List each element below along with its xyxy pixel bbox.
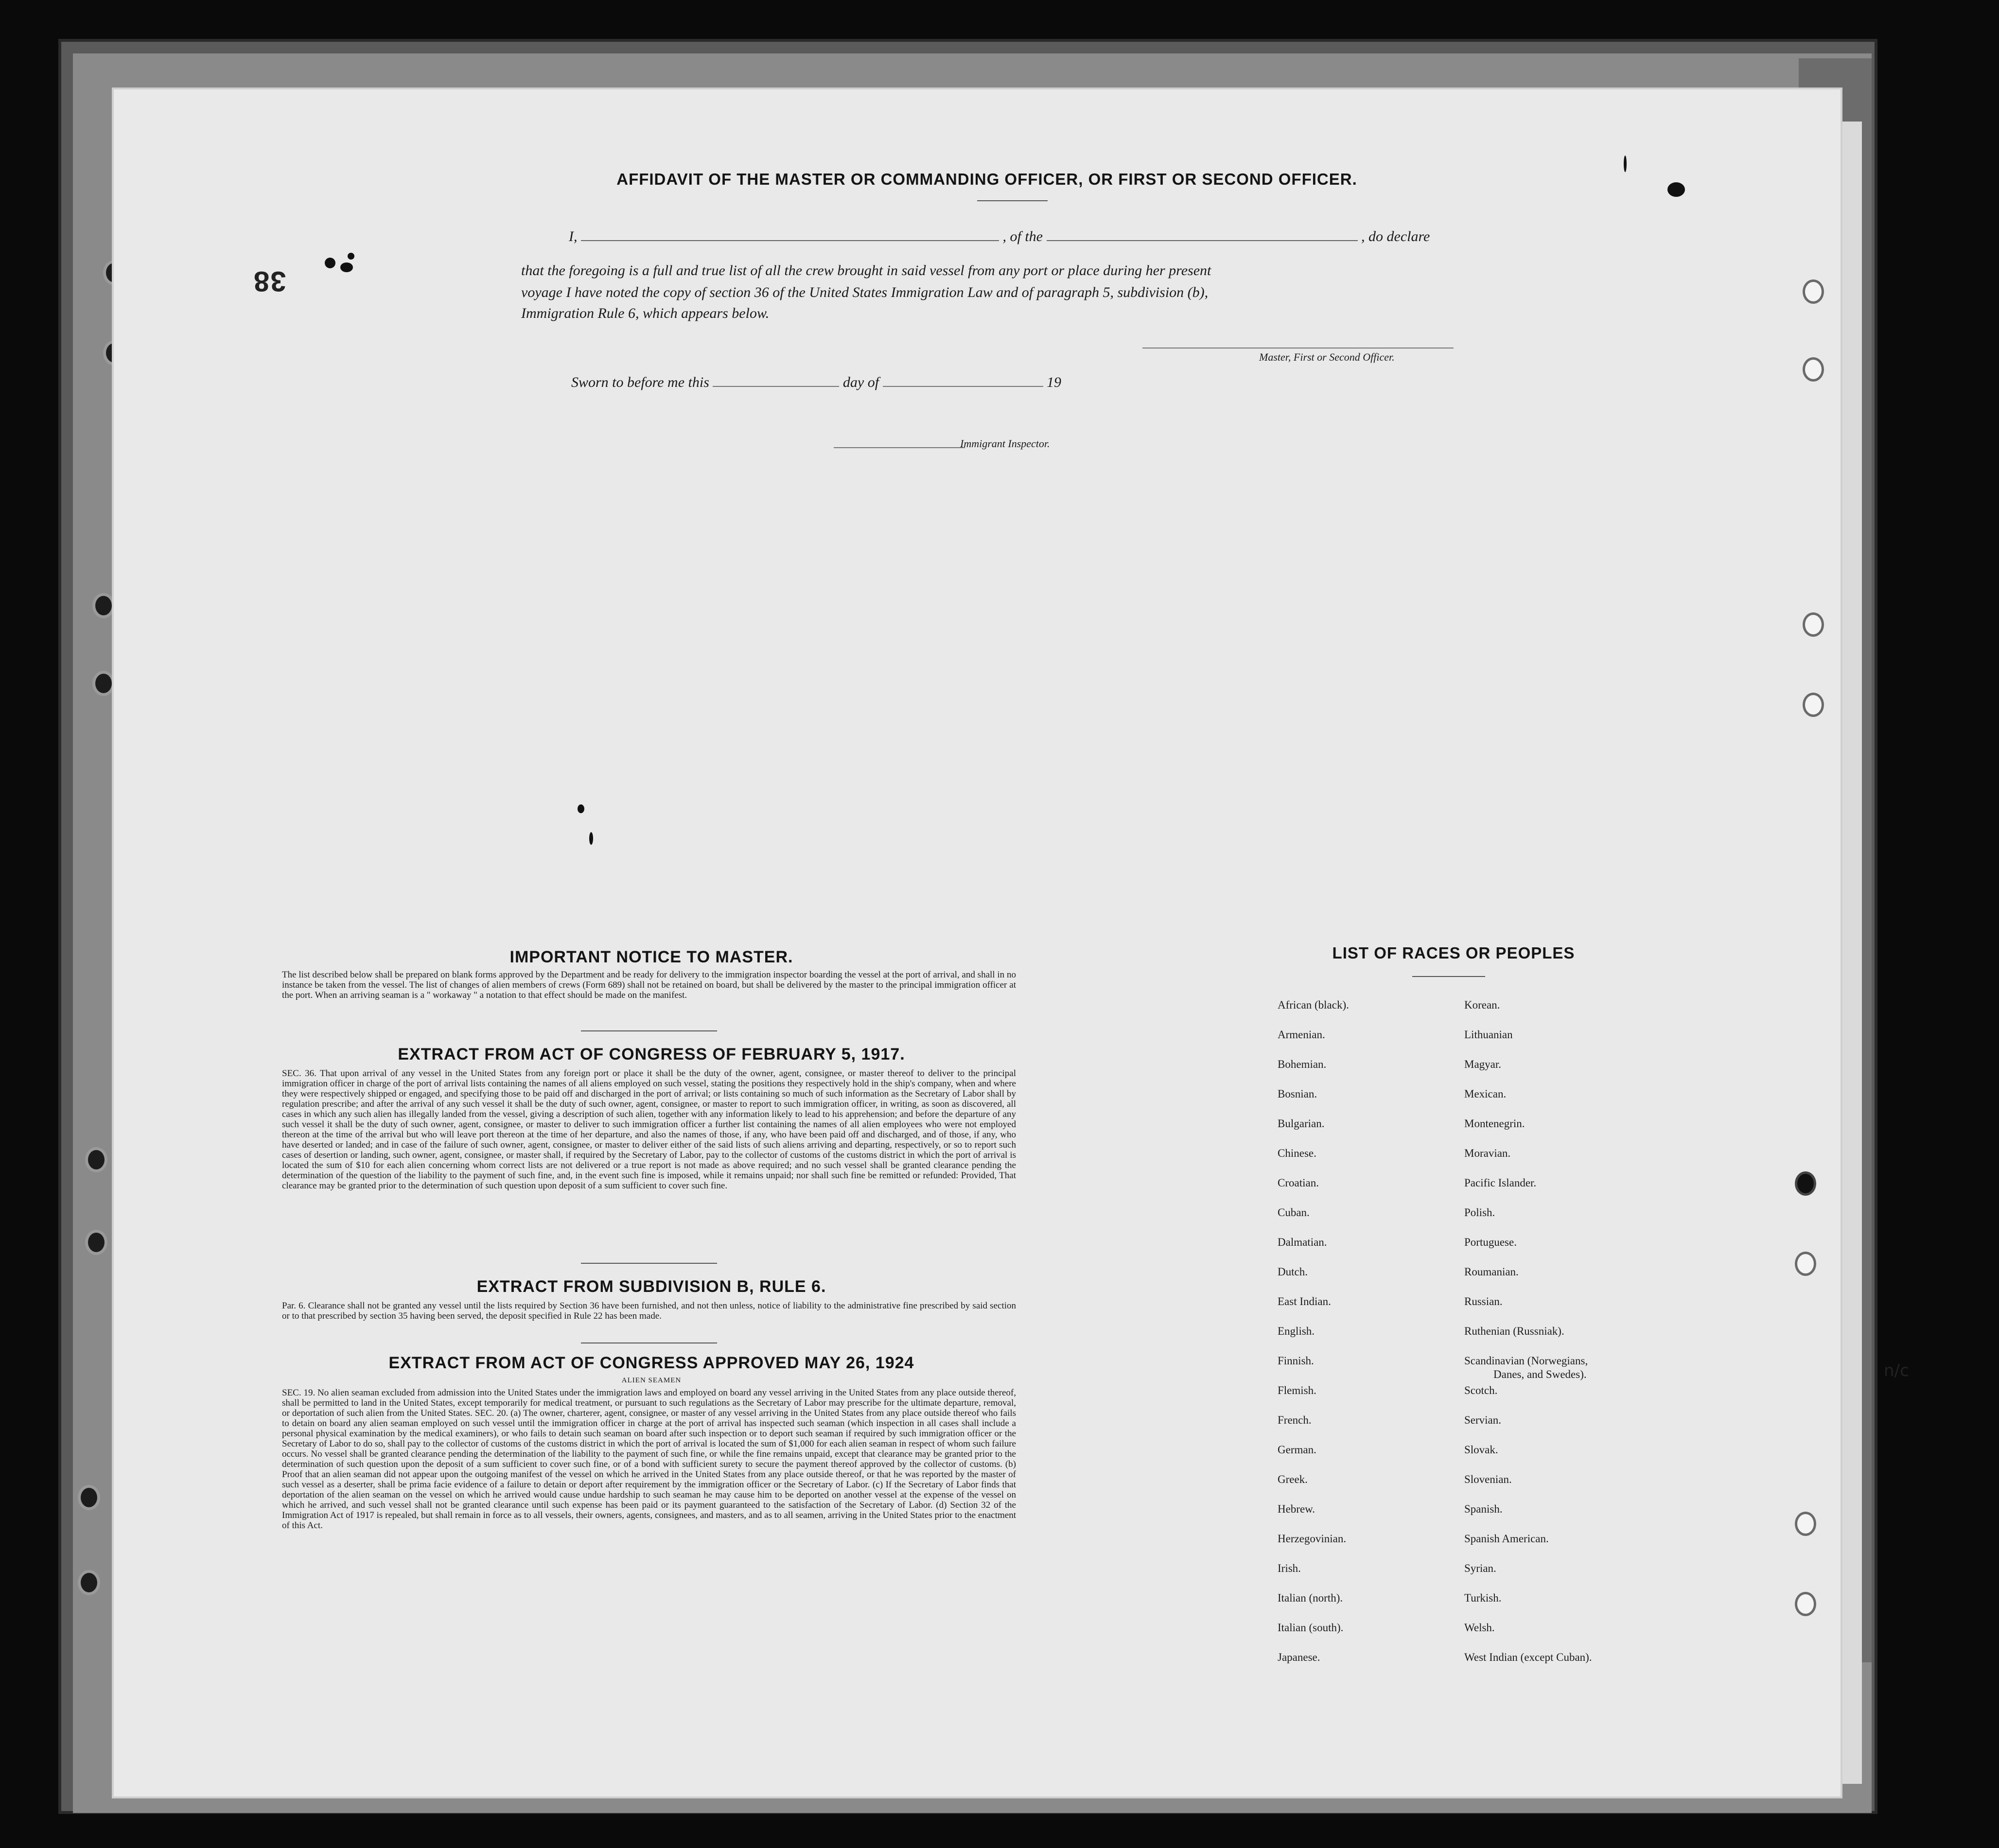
- extract-rule6-title: EXTRACT FROM SUBDIVISION B, RULE 6.: [476, 1277, 826, 1296]
- extract-1924-body: SEC. 19. No alien seaman excluded from admission into the United States under the immigration laws and employed on board any vessel arriving in the United States from any place outside thereof, shall be permitted to land in the United States, except temporarily for medical treatment, or pursuant to such regulations as the Secretary of Labor may prescribe for the ultimate departure, removal, or deportation of such alien from the United States. SEC. 20. (a) The owner, charterer, agent, consignee, or master of any vessel arriving in the United States from any place outside thereof who fails to detain on board any alien seaman employed on such vessel until the immigration officer in charge at the port of arrival has inspected such seaman (which inspection in all cases shall include a personal physical examination by the medical examiners), or who fails to detain such seaman on board after such inspection or to deport such seaman if required by such immigration officer or the Secretary of Labor to do so, shall pay to the collector of customs of the customs district in which the port of arrival is located the sum of $1,000 for each alien seaman in respect of whom such failure occurs. No vessel shall be granted clearance pending the determination of the liability to the payment of such fine, or while the fine remains unpaid, except that clearance may be granted prior to the determination of such question upon the deposit of a sum sufficient to cover such fine, or of a bond with sufficient surety to secure the payment thereof approved by the collector of customs. (b) Proof that an alien seaman did not appear upon the outgoing manifest of the vessel on which he arrived in the United States from any place outside thereof, or that he was reported by the master of such vessel as a deserter, shall be prima facie evidence of a failure to detain or deport after requirement by the immigration officer or the Secretary of Labor. (c) If the Secretary of Labor finds that deportation of the alien seaman on the vessel on which he arrived would cause undue hardship to such seaman he may cause him to be deported on another vessel at the expense of the vessel on which he arrived, and such vessel shall not be granted clearance until such expense has been paid or its payment guaranteed to the satisfaction of the Secretary of Labor. (d) Section 32 of the Immigration Act of 1917 is repealed, but shall remain in force as to all vessels, their owners, agents, consignees, and masters, and as to all seamen, arriving in the United States prior to the enactment of this Act.: [282, 1388, 1016, 1531]
- right-item: Turkish.: [1464, 1592, 1502, 1604]
- extract-rule6-divider: [581, 1342, 717, 1343]
- left-item: Greek.: [1278, 1473, 1308, 1485]
- binder-hole-icon: [78, 1485, 100, 1510]
- right-item: Spanish American.: [1464, 1533, 1549, 1545]
- vessel-name-blank[interactable]: [1047, 230, 1358, 241]
- right-item: Slovak.: [1464, 1444, 1498, 1456]
- right-item: Spanish.: [1464, 1503, 1503, 1515]
- inspector-label: Immigrant Inspector.: [960, 437, 1050, 450]
- notice-body: The list described below shall be prepared on blank forms approved by the Department and be ready for delivery to the immigration inspector boarding the vessel at the port of arrival, and shall in no instance be taken from the vessel. The list of changes of alien members of crews (Form 689) shall not be retained on board, but shall be delivered by the master to the principal immigration officer at the port. When an arriving seaman is a " workaway " a notation to that effect should be made on the manifest.: [282, 970, 1016, 1000]
- left-item: Italian (north).: [1278, 1592, 1343, 1604]
- left-item: Dutch.: [1278, 1266, 1308, 1278]
- extract-rule6-body: Par. 6. Clearance shall not be granted any vessel until the lists required by Section 36 have been furnished, and not then unless, notice of liability to the administrative fine prescribed by said section or to that prescribed by section 35 having been served, the deposit specified in Rule 22 has been made.: [282, 1301, 1016, 1321]
- punched-hole-icon: [1803, 357, 1824, 382]
- extract-1917-title: EXTRACT FROM ACT OF CONGRESS OF FEBRUARY 5, 1917.: [398, 1045, 905, 1063]
- year-label: 19: [1047, 374, 1062, 390]
- punched-hole-icon: [1803, 279, 1824, 304]
- left-item: Hebrew.: [1278, 1503, 1315, 1515]
- stamped-number: 38: [253, 265, 286, 297]
- ink-blot: [1667, 182, 1685, 197]
- left-item: Bulgarian.: [1278, 1117, 1325, 1130]
- left-item: Italian (south).: [1278, 1621, 1344, 1634]
- affidavit-title: AFFIDAVIT OF THE MASTER OR COMMANDING OFFICER, OR FIRST OR SECOND OFFICER.: [616, 170, 1357, 188]
- left-item: French.: [1278, 1414, 1312, 1426]
- left-item: African (black).: [1278, 999, 1349, 1011]
- left-item: Herzegovinian.: [1278, 1533, 1347, 1545]
- right-item: Korean.: [1464, 999, 1500, 1011]
- left-item: Croatian.: [1278, 1177, 1319, 1189]
- left-item: Armenian.: [1278, 1029, 1325, 1041]
- right-item: West Indian (except Cuban).: [1464, 1651, 1592, 1663]
- right-item-continuation: Danes, and Swedes).: [1493, 1368, 1587, 1380]
- affidavit-declarant: [569, 228, 1444, 245]
- races-title-rule: [1412, 976, 1485, 977]
- right-item: Scandinavian (Norwegians,: [1464, 1355, 1588, 1367]
- margin-note: n/c: [1884, 1361, 1909, 1380]
- right-item: Polish.: [1464, 1206, 1495, 1219]
- declarant-name-blank[interactable]: [581, 230, 999, 241]
- left-item: Cuban.: [1278, 1206, 1310, 1219]
- ink-blot: [589, 832, 593, 845]
- ink-blot: [340, 262, 353, 272]
- affidavit-body-line-1: that the foregoing is a full and true list of all the crew brought in said vessel from any port or place during her present: [521, 262, 1211, 279]
- punched-hole-icon: [1795, 1592, 1816, 1616]
- right-item: Moravian.: [1464, 1147, 1511, 1159]
- left-item: Dalmatian.: [1278, 1236, 1327, 1248]
- left-item: English.: [1278, 1325, 1315, 1337]
- races-title: LIST OF RACES OR PEOPLES: [1332, 944, 1575, 962]
- sworn-month-blank[interactable]: [883, 376, 1043, 387]
- left-item: Bosnian.: [1278, 1088, 1317, 1100]
- right-item: Scotch.: [1464, 1384, 1498, 1396]
- punched-hole-icon: [1795, 1252, 1816, 1276]
- inspector-signature-line[interactable]: [834, 447, 965, 448]
- left-item: East Indian.: [1278, 1295, 1331, 1308]
- right-item: Magyar.: [1464, 1058, 1502, 1070]
- of-the-label: , of the: [1002, 228, 1043, 244]
- sworn-line: [571, 374, 1155, 391]
- declarant-label: I,: [569, 228, 578, 244]
- left-item: Finnish.: [1278, 1355, 1314, 1367]
- do-declare-label: , do declare: [1361, 228, 1430, 244]
- day-of-label: day of: [842, 374, 879, 390]
- left-item: Irish.: [1278, 1562, 1301, 1574]
- left-item: German.: [1278, 1444, 1316, 1456]
- right-item: Roumanian.: [1464, 1266, 1519, 1278]
- ink-blot: [325, 258, 335, 268]
- right-item: Lithuanian: [1464, 1029, 1513, 1041]
- affidavit-body-line-2: voyage I have noted the copy of section 36 of the United States Immigration Law and of paragraph 5, subdivision (b),: [521, 284, 1209, 300]
- punched-hole-icon: [1803, 693, 1824, 717]
- right-item: Russian.: [1464, 1295, 1503, 1308]
- punched-hole-icon: [1795, 1171, 1816, 1196]
- right-item: Mexican.: [1464, 1088, 1507, 1100]
- punched-hole-icon: [1795, 1512, 1816, 1536]
- races-right-column: [1464, 999, 1668, 1679]
- punched-hole-icon: [1803, 612, 1824, 637]
- affidavit-rule: [977, 200, 1048, 201]
- notice-divider: [581, 1030, 717, 1031]
- affidavit-body-line-3: Immigration Rule 6, which appears below.: [521, 305, 770, 321]
- right-item: Portuguese.: [1464, 1236, 1517, 1248]
- right-item: Montenegrin.: [1464, 1117, 1525, 1130]
- left-item: Bohemian.: [1278, 1058, 1327, 1070]
- right-item: Syrian.: [1464, 1562, 1496, 1574]
- signature-label: Master, First or Second Officer.: [1259, 351, 1395, 363]
- extract-1917-body: SEC. 36. That upon arrival of any vessel in the United States from any foreign port or place it shall be the duty of the owner, agent, consignee, or master thereof to deliver to the principal immigration officer in charge of the port of arrival lists containing the names of all aliens employed on such vessel, stating the positions they respectively hold in the ship's company, when and where they were respectively shipped or engaged, and specifying those to be paid off and discharged in the port of arrival; or lists containing so much of such information as the Secretary of Labor shall by regulation prescribe; and after the arrival of any such vessel it shall be the duty of such owner, agent, consignee, or master to report to such immigration officer, in writing, as soon as discovered, all cases in which any such alien has illegally landed from the vessel, giving a description of such alien, together with any information likely to lead to his apprehension; and before the departure of any such vessel it shall be the duty of such owner, agent, consignee, or master to deliver to such immigration officer a further list containing the names of all alien employees who were not employed thereon at the time of the arrival but who will leave port thereon at the time of her departure, and also the names of those, if any, who have been paid off and discharged, and of those, if any, who have deserted or landed; and in case of the failure of such owner, agent, consignee, or master to deliver either of the said lists of such aliens arriving and departing, respectively, or so to report such cases of desertion or landing, such owner, agent, consignee, or master shall, if required by the Secretary of Labor, pay to the collector of customs of the customs district in which the port of arrival is located the sum of $10 for each alien concerning whom correct lists are not delivered or a true report is not made as above required; and no such vessel shall be granted clearance pending the determination of the question of the liability to the payment of such fine, and, in the event such fine is imposed, while it remains unpaid; nor shall such fine be remitted or refunded: Provided, That clearance may be granted prior to the determination of such question upon deposit of a sum sufficient to cover such fine.: [282, 1068, 1016, 1191]
- right-item: Pacific Islander.: [1464, 1177, 1537, 1189]
- right-item: Servian.: [1464, 1414, 1502, 1426]
- left-item: Chinese.: [1278, 1147, 1316, 1159]
- ink-blot: [578, 804, 584, 813]
- left-item: Japanese.: [1278, 1651, 1320, 1663]
- right-item: Slovenian.: [1464, 1473, 1512, 1485]
- right-item: Ruthenian (Russniak).: [1464, 1325, 1564, 1337]
- sworn-text: Sworn to before me this: [571, 374, 709, 390]
- left-item: Flemish.: [1278, 1384, 1316, 1396]
- extract-1917-divider: [581, 1263, 717, 1264]
- extract-1924-subtitle: ALIEN SEAMEN: [621, 1377, 682, 1384]
- signature-line[interactable]: [1142, 348, 1454, 349]
- binder-hole-icon: [78, 1570, 100, 1595]
- binder-hole-icon: [85, 1230, 107, 1255]
- right-item: Welsh.: [1464, 1621, 1495, 1634]
- sworn-day-blank[interactable]: [713, 376, 839, 387]
- extract-1924-title: EXTRACT FROM ACT OF CONGRESS APPROVED MAY 26, 1924: [388, 1354, 914, 1372]
- ink-blot: [348, 253, 354, 260]
- races-left-column: [1278, 999, 1462, 1679]
- binder-hole-icon: [85, 1147, 107, 1172]
- ink-blot: [1624, 156, 1627, 172]
- notice-title: IMPORTANT NOTICE TO MASTER.: [509, 948, 793, 966]
